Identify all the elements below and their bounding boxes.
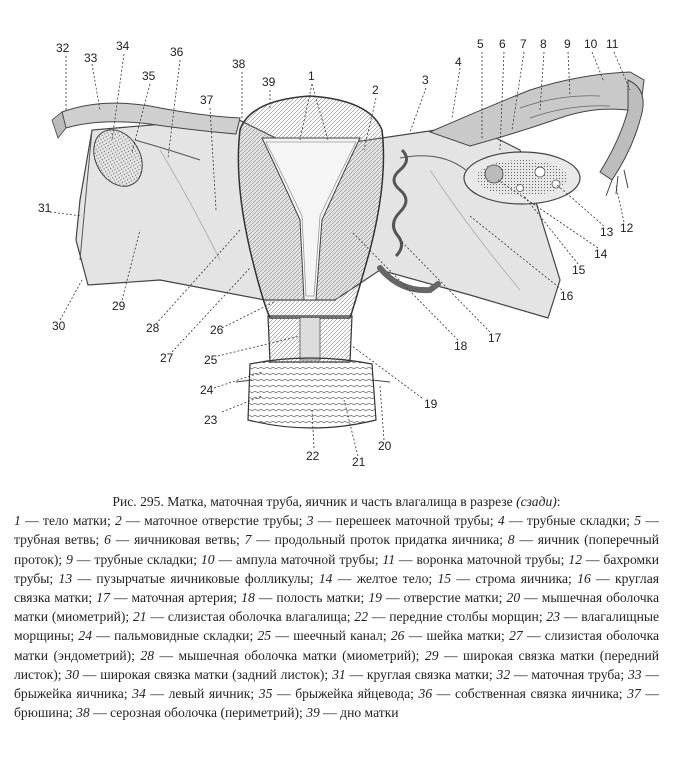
callout-33: 33 — [84, 51, 98, 65]
legend-entry — [437, 571, 577, 586]
legend-entry — [419, 686, 628, 701]
legend-number: 28 — [140, 647, 155, 663]
legend-number: 27 — [509, 628, 523, 644]
legend-description: — желтое тело; — [332, 570, 438, 586]
legend-number: 2 — [115, 513, 122, 529]
legend-entry — [14, 513, 115, 528]
legend-entry — [391, 628, 509, 643]
legend-number: 37 — [627, 686, 641, 702]
legend-text — [14, 513, 659, 720]
callout-24: 24 — [200, 383, 214, 397]
legend-number: 39 — [306, 705, 320, 721]
legend-description: — маточная труба; — [510, 666, 628, 682]
callout-14: 14 — [594, 247, 608, 261]
legend-description: — широкая связка матки (передний листок); — [14, 647, 660, 682]
legend-description: — полость матки; — [254, 590, 369, 606]
legend-number: 15 — [437, 570, 452, 586]
legend-entry — [96, 590, 241, 605]
legend-description: — тело матки; — [20, 513, 116, 529]
callout-18: 18 — [454, 339, 468, 353]
callout-34: 34 — [116, 39, 130, 53]
callout-8: 8 — [540, 37, 547, 51]
caption-title: Рис. 295. Матка, маточная труба, яичник и часть влагалища в разрезе (сзади): — [112, 494, 561, 509]
legend-entry — [78, 628, 257, 643]
legend-description: — яичник (поперечный проток); — [14, 532, 660, 567]
legend-description: — мышечная оболочка матки (миометрий); — [154, 647, 425, 663]
callout-2: 2 — [372, 83, 379, 97]
legend-description: — левый яичник; — [145, 686, 259, 702]
callout-16: 16 — [560, 289, 574, 303]
legend-entry — [59, 571, 319, 586]
callout-37: 37 — [200, 93, 214, 107]
legend-entry — [382, 552, 568, 567]
legend-description: — слизистая оболочка влагалища; — [146, 609, 355, 625]
legend-entry — [241, 590, 368, 605]
legend-number: 1 — [14, 513, 21, 529]
legend-entry — [140, 648, 424, 663]
legend-entry — [104, 532, 244, 547]
figure-caption — [14, 492, 659, 722]
legend-number: 24 — [78, 628, 92, 644]
legend-description: — шеечный канал; — [271, 628, 391, 644]
legend-number: 20 — [506, 590, 521, 606]
legend-number: 34 — [132, 686, 146, 702]
legend-description: — круглая связка матки; — [14, 570, 659, 606]
legend-entry — [307, 513, 498, 528]
legend-description: — пальмовидные складки; — [91, 628, 258, 644]
legend-number: 29 — [424, 647, 439, 663]
legend-description: — серозная оболочка (периметрий); — [89, 705, 307, 721]
legend-number: 25 — [257, 628, 272, 644]
legend-description: — слизистая оболочка матки (эндометрий); — [14, 628, 660, 663]
legend-description: — брыжейка яичника; — [14, 666, 659, 702]
legend-number: 4 — [497, 513, 505, 529]
legend-description: — мышечная оболочка матки (миометрий); — [14, 590, 659, 625]
legend-number: 32 — [496, 666, 511, 682]
legend-description: — перешеек маточной трубы; — [313, 513, 498, 529]
legend-description: — трубные складки; — [72, 551, 201, 567]
callout-1: 1 — [308, 69, 315, 83]
callout-11: 11 — [606, 37, 619, 51]
legend-number: 19 — [368, 590, 382, 606]
legend-description: — маточное отверстие трубы; — [121, 513, 307, 529]
legend-description: — круглая связка матки; — [345, 666, 497, 682]
corpus-luteum — [485, 165, 503, 183]
callout-38: 38 — [232, 57, 246, 71]
legend-entry — [133, 609, 354, 624]
vagina — [248, 358, 376, 428]
legend-number: 13 — [58, 570, 73, 586]
legend-description: — трубные складки; — [504, 513, 635, 529]
callout-13: 13 — [600, 225, 614, 239]
callout-35: 35 — [142, 69, 156, 83]
callout-9: 9 — [564, 37, 571, 51]
legend-entry — [245, 532, 508, 547]
callout-27: 27 — [160, 351, 174, 365]
legend-description: — брыжейка яйцевода; — [272, 686, 419, 702]
callout-20: 20 — [378, 439, 392, 453]
legend-number: 30 — [65, 666, 79, 682]
figure-title: Матка, маточная труба, яичник и часть влагалища в разрезе — [167, 494, 513, 509]
legend-number: 14 — [318, 570, 333, 586]
callout-7: 7 — [520, 37, 527, 51]
legend-description: — брюшина; — [14, 686, 659, 721]
legend-description: — продольный проток придатка яичника; — [251, 532, 508, 548]
legend-description: — передние столбы морщин; — [368, 609, 547, 625]
callout-39: 39 — [262, 75, 276, 89]
legend-number: 16 — [577, 570, 591, 586]
legend-entry — [132, 686, 259, 701]
callout-12: 12 — [620, 221, 634, 235]
legend-description: — собственная связка яичника; — [432, 686, 628, 702]
callout-25: 25 — [204, 353, 218, 367]
legend-number: 18 — [241, 590, 255, 606]
legend-entry — [66, 552, 201, 567]
legend-number: 17 — [96, 590, 110, 606]
callout-30: 30 — [52, 319, 66, 333]
callout-28: 28 — [146, 321, 160, 335]
legend-entry — [259, 686, 419, 701]
legend-number: 26 — [390, 628, 405, 644]
callout-36: 36 — [170, 45, 184, 59]
legend-description: — шейка матки; — [404, 628, 510, 644]
legend-entry — [319, 571, 438, 586]
legend-number: 21 — [133, 609, 147, 625]
figure-number: Рис. 295. — [112, 494, 164, 509]
callout-32: 32 — [56, 41, 70, 55]
legend-entry — [332, 667, 496, 682]
legend-description: — строма яичника; — [451, 570, 578, 586]
callout-23: 23 — [204, 413, 218, 427]
callout-31: 31 — [38, 201, 52, 215]
legend-description: — яичниковая ветвь; — [110, 532, 245, 548]
legend-description: — ампула маточной трубы; — [214, 551, 383, 567]
legend-entry — [76, 705, 306, 720]
legend-entry — [258, 628, 391, 643]
callout-26: 26 — [210, 323, 224, 337]
legend-number: 6 — [104, 532, 111, 548]
legend-description: — влагалищные морщины; — [14, 609, 660, 644]
legend-number: 11 — [382, 551, 395, 567]
legend-description: — широкая связка матки (задний листок); — [79, 666, 333, 682]
legend-description: — пузырчатые яичниковые фолликулы; — [72, 570, 319, 586]
callout-29: 29 — [112, 299, 126, 313]
legend-entry — [115, 513, 307, 528]
legend-number: 31 — [332, 666, 346, 682]
legend-description: — маточная артерия; — [109, 590, 242, 606]
callout-4: 4 — [455, 55, 462, 69]
legend-number: 36 — [418, 686, 433, 702]
legend-number: 35 — [258, 686, 273, 702]
legend-entry — [65, 667, 332, 682]
legend-entry — [306, 705, 398, 720]
legend-entry — [497, 667, 628, 682]
legend-number: 3 — [306, 513, 314, 529]
callout-5: 5 — [477, 37, 484, 51]
figure-title-note: (сзади) — [516, 494, 557, 509]
legend-number: 22 — [354, 609, 369, 625]
legend-entry — [201, 552, 382, 567]
callout-6: 6 — [499, 37, 506, 51]
legend-number: 33 — [627, 666, 642, 682]
callout-19: 19 — [424, 397, 438, 411]
legend-number: 12 — [568, 551, 582, 567]
legend-description: — трубная ветвь; — [14, 513, 659, 548]
callout-22: 22 — [306, 449, 320, 463]
legend-entry — [368, 590, 506, 605]
legend-number: 38 — [76, 705, 90, 721]
legend-entry — [498, 513, 634, 528]
callout-10: 10 — [584, 37, 598, 51]
callout-21: 21 — [352, 455, 366, 469]
legend-description: — дно матки — [319, 705, 399, 721]
legend-number: 23 — [546, 609, 561, 625]
legend-description: — воронка маточной трубы; — [395, 551, 569, 567]
right-uterine-tube — [430, 72, 644, 146]
callout-3: 3 — [422, 73, 429, 87]
legend-number: 10 — [200, 551, 215, 567]
callout-17: 17 — [488, 331, 502, 345]
legend-description: — отверстие матки; — [381, 590, 507, 606]
legend-number: 7 — [244, 532, 252, 548]
legend-entry — [354, 609, 546, 624]
legend-number: 5 — [634, 513, 642, 529]
legend-number: 8 — [507, 532, 515, 548]
legend-description: — бахромки трубы; — [14, 551, 659, 586]
legend-number: 9 — [66, 551, 73, 567]
callout-15: 15 — [572, 263, 586, 277]
